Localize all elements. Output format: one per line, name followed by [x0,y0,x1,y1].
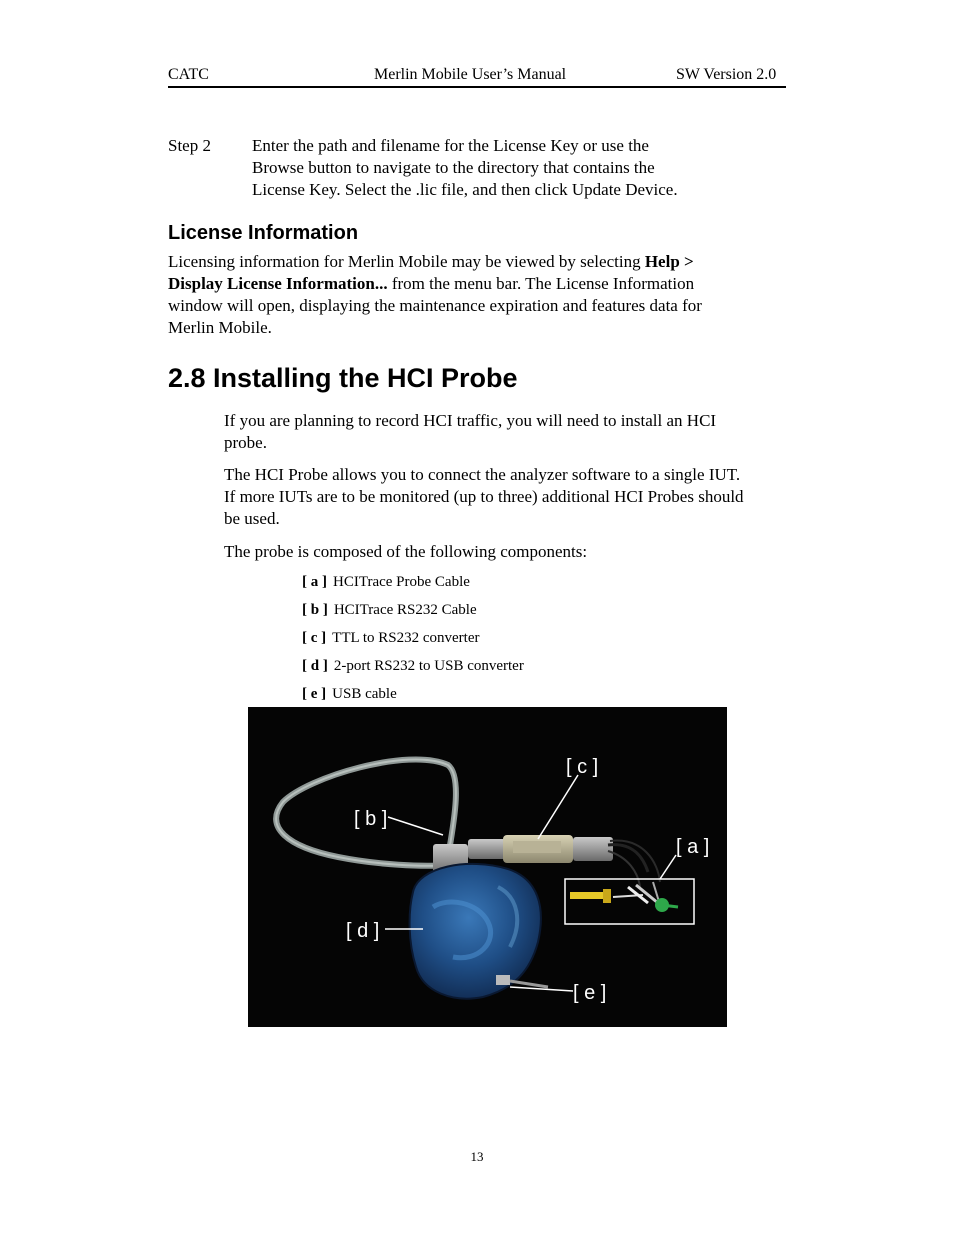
paragraph-line: The HCI Probe allows you to connect the analyzer software to a single IUT. [224,465,741,484]
header-left: CATC [168,66,209,83]
step-line: Enter the path and filename for the License Key or use the [252,136,649,155]
item-text: 2-port RS232 to USB converter [333,658,524,674]
paragraph-line: be used. [224,509,280,528]
license-text: from the menu bar. The License Information [387,274,695,293]
usb-cable [510,981,548,987]
item-tag: [ b ] [302,602,328,618]
callout-label-e: [ e ] [573,982,607,1004]
paragraph-line: probe. [224,433,267,452]
item-text: USB cable [332,686,397,702]
step-text [252,135,678,201]
paragraph-line: If more IUTs are to be monitored (up to three) additional HCI Probes should [224,487,744,506]
probe-photo [248,707,727,1027]
license-text: Merlin Mobile. [168,318,272,337]
list-item [302,574,470,591]
callout-label-b: [ b ] [354,808,388,830]
probe-paragraph [224,464,744,530]
item-tag: [ e ] [302,686,327,702]
license-paragraph [168,251,768,339]
menu-path-bold: Help > [644,252,694,271]
rs232-usb-converter [410,864,541,999]
callout-label-c: [ c ] [566,756,599,778]
callout-label-d: [ d ] [346,920,380,942]
callout-line-a [660,855,676,879]
item-tag: [ a ] [302,574,327,590]
callout-label-a: [ a ] [676,836,710,858]
header-title: Merlin Mobile User’s Manual [374,66,567,83]
probe-clips-inset [565,879,694,924]
probe-illustration [248,707,727,1027]
intro-paragraph [224,410,716,454]
page-number: 13 [470,1149,484,1164]
list-item [302,630,479,647]
header-version: SW Version 2.0 [676,66,777,83]
item-text: HCITrace RS232 Cable [333,602,477,618]
section-title: 2.8 Installing the HCI Probe [168,363,518,393]
item-tag: [ c ] [302,630,327,646]
step-line: Browse button to navigate to the directory that contains the [252,158,655,177]
header-rule [168,86,786,88]
step-label: Step 2 [168,136,211,155]
list-item [302,658,524,675]
license-text: Licensing information for Merlin Mobile may be viewed by selecting [168,252,645,271]
step-line: License Key. Select the .lic file, and then click Update Device. [252,180,678,199]
callout-line-c [538,775,578,839]
license-text: window will open, displaying the maintenance expiration and features data for [168,296,702,315]
list-item [302,686,397,703]
paragraph-line: If you are planning to record HCI traffic, you will need to install an HCI [224,411,717,430]
list-item [302,602,477,619]
callout-line-b [388,817,443,835]
license-heading: License Information [168,222,359,244]
callout-line-e [510,987,573,991]
item-text: HCITrace Probe Cable [333,574,470,590]
item-tag: [ d ] [302,658,328,674]
menu-path-bold: Display License Information... [168,274,388,293]
item-text: TTL to RS232 converter [332,630,480,646]
components-intro: The probe is composed of the following components: [224,542,588,561]
